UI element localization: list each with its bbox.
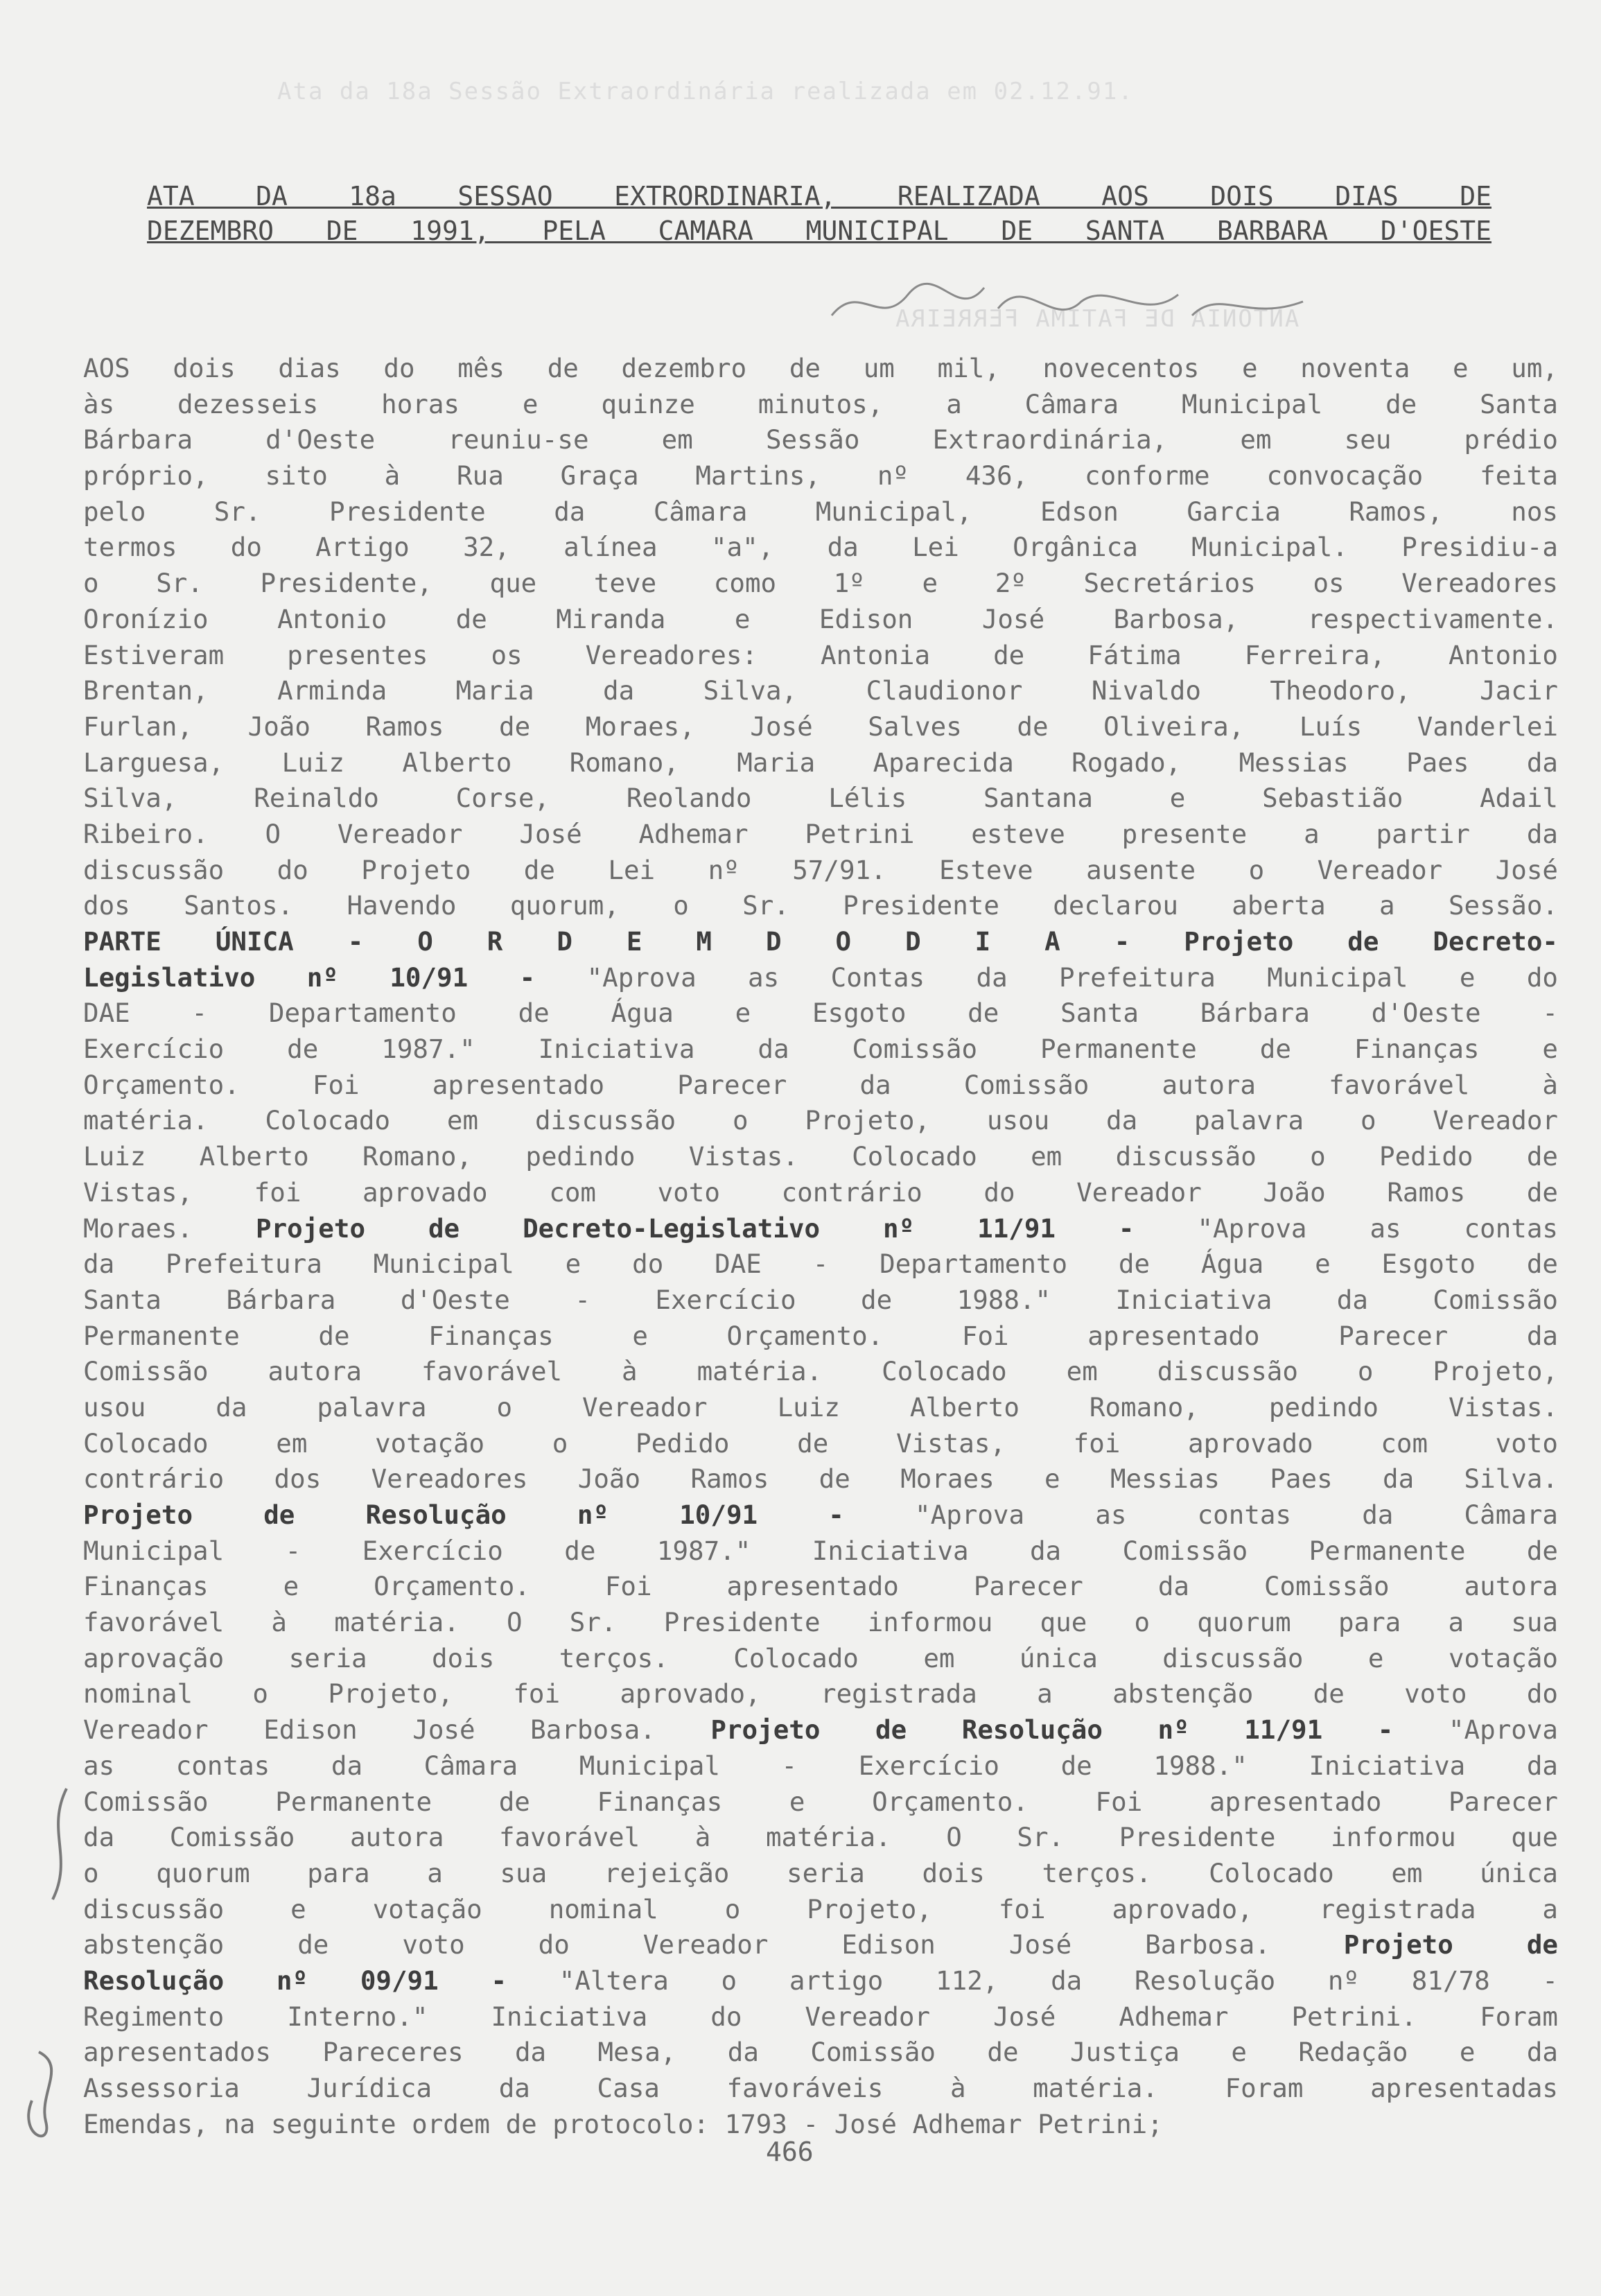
header-line-1: ATA DA 18a SESSAO EXTRORDINARIA, REALIZADA AOS DOIS DIAS DE [147, 181, 1491, 211]
text-line [83, 2035, 1558, 2071]
text-segment: "Aprova as contas da Câmara [915, 1499, 1558, 1530]
header-line-2: DEZEMBRO DE 1991, PELA CAMARA MUNICIPAL DE SANTA BARBARA D'OESTE [147, 216, 1491, 246]
text-segment: aprovação seria dois terços. Colocado em única discussão e votação [83, 1642, 1558, 1673]
text-segment: abstenção de voto do Vereador Edison José Barbosa. [83, 1929, 1344, 1960]
text-segment: Colocado em votação o Pedido de Vistas, foi aprovado com voto [83, 1427, 1558, 1459]
text-segment: discussão do Projeto de Lei nº 57/91. Esteve ausente o Vereador José [83, 854, 1558, 885]
text-line [83, 1820, 1558, 1856]
text-line [83, 709, 1558, 745]
text-segment: da Prefeitura Municipal e do DAE - Departamento de Água e Esgoto de [83, 1249, 1558, 1280]
text-line [83, 960, 1558, 996]
text-line [83, 1641, 1558, 1677]
text-line [83, 1461, 1558, 1497]
text-line [83, 1569, 1558, 1605]
text-segment: Oronízio Antonio de Miranda e Edison José Barbosa, respectivamente. [83, 603, 1558, 634]
text-line [83, 1426, 1558, 1462]
text-segment: Comissão autora favorável à matéria. Colocado em discussão o Projeto, [83, 1356, 1558, 1387]
text-segment: AOS dois dias do mês de dezembro de um mil, novecentos e noventa e um, [83, 353, 1558, 383]
text-segment: contrário dos Vereadores João Ramos de Moraes e Messias Paes da Silva. [83, 1463, 1558, 1495]
text-line [83, 566, 1558, 602]
text-line [83, 1676, 1558, 1712]
text-line [83, 817, 1558, 853]
text-segment: Silva, Reinaldo Corse, Reolando Lélis Santana e Sebastião Adail [83, 783, 1558, 814]
margin-initials [4, 1775, 87, 2163]
text-line [83, 1999, 1558, 2035]
bold-heading-segment: Projeto de Resolução nº 11/91 - [710, 1714, 1449, 1746]
text-line [83, 1032, 1558, 1068]
text-segment: Permanente de Finanças e Orçamento. Foi apresentado Parecer da [83, 1320, 1558, 1351]
text-line [83, 1175, 1558, 1211]
text-segment: Comissão Permanente de Finanças e Orçamento. Foi apresentado Parecer [83, 1786, 1558, 1817]
text-line [83, 1497, 1558, 1533]
text-segment: as contas da Câmara Municipal - Exercício de 1988." Iniciativa da [83, 1750, 1558, 1781]
text-line [83, 1748, 1558, 1784]
text-line [83, 1068, 1558, 1104]
text-line [83, 2107, 1558, 2143]
text-segment: nominal o Projeto, foi aprovado, registrada a abstenção de voto do [83, 1678, 1558, 1710]
text-segment: apresentados Pareceres da Mesa, da Comissão de Justiça e Redação e da [83, 2037, 1558, 2068]
bleed-through-stamp: ANTONIA DE FATIMA FERREIRA [894, 305, 1300, 333]
text-segment: Bárbara d'Oeste reuniu-se em Sessão Extraordinária, em seu prédio [83, 424, 1558, 455]
text-segment: usou da palavra o Vereador Luiz Alberto Romano, pedindo Vistas. [83, 1391, 1558, 1423]
text-line [83, 602, 1558, 638]
text-line [83, 1892, 1558, 1928]
text-segment: Larguesa, Luiz Alberto Romano, Maria Aparecida Rogado, Messias Paes da [83, 747, 1558, 778]
text-segment: próprio, sito à Rua Graça Martins, nº 436, conforme convocação feita [83, 460, 1558, 492]
text-segment: Orçamento. Foi apresentado Parecer da Comissão autora favorável à [83, 1069, 1558, 1100]
text-segment: Moraes. [83, 1212, 256, 1244]
text-line [83, 530, 1558, 566]
text-line [83, 888, 1558, 924]
text-line [83, 1354, 1558, 1390]
text-line [83, 673, 1558, 709]
text-segment: Luiz Alberto Romano, pedindo Vistas. Colocado em discussão o Pedido de [83, 1141, 1558, 1172]
bold-heading-segment: Projeto de Resolução nº 10/91 - [83, 1499, 916, 1530]
text-line [83, 1390, 1558, 1426]
page-number: 466 [766, 2137, 814, 2167]
bold-heading-segment: PARTE ÚNICA - O R D E M D O D I A - Projeto de Decreto- [83, 926, 1558, 957]
text-line [83, 1963, 1558, 1999]
text-line [83, 1533, 1558, 1569]
text-segment: "Aprova as Contas da Prefeitura Municipal e do [586, 962, 1558, 993]
text-segment: Vereador Edison José Barbosa. [83, 1714, 711, 1746]
bold-heading-segment: Projeto de [1343, 1929, 1558, 1960]
text-segment: Municipal - Exercício de 1987." Iniciativa da Comissão Permanente de [83, 1535, 1558, 1566]
text-line [83, 351, 1558, 387]
text-line [83, 458, 1558, 494]
text-line [83, 1282, 1558, 1319]
text-segment: Estiveram presentes os Vereadores: Antonia de Fátima Ferreira, Antonio [83, 639, 1558, 670]
text-line [83, 924, 1558, 960]
text-segment: favorável à matéria. O Sr. Presidente informou que o quorum para a sua [83, 1607, 1558, 1638]
text-segment: Ribeiro. O Vereador José Adhemar Petrini esteve presente a partir da [83, 818, 1558, 849]
bold-heading-segment: Projeto de Decreto-Legislativo nº 11/91 - [256, 1212, 1198, 1244]
text-line [83, 1246, 1558, 1282]
text-line [83, 387, 1558, 423]
text-line [83, 1319, 1558, 1355]
text-line [83, 422, 1558, 458]
text-line [83, 1605, 1558, 1641]
text-line [83, 995, 1558, 1032]
text-segment: pelo Sr. Presidente da Câmara Municipal, Edson Garcia Ramos, nos [83, 496, 1558, 527]
text-line [83, 781, 1558, 817]
bold-heading-segment: Resolução nº 09/91 - [83, 1965, 559, 1996]
text-line [83, 1784, 1558, 1820]
text-segment: "Aprova as contas [1197, 1212, 1558, 1244]
document-header [147, 179, 1491, 248]
text-segment: matéria. Colocado em discussão o Projeto, usou da palavra o Vereador [83, 1105, 1558, 1136]
text-segment: Brentan, Arminda Maria da Silva, Claudionor Nivaldo Theodoro, Jacir [83, 675, 1558, 706]
minutes-body [83, 351, 1558, 2142]
text-segment: discussão e votação nominal o Projeto, foi aprovado, registrada a [83, 1893, 1558, 1924]
text-line [83, 1211, 1558, 1247]
text-segment: o quorum para a sua rejeição seria dois terços. Colocado em única [83, 1857, 1558, 1888]
bleed-through-top: Ata da 18a Sessão Extraordinária realizada em 02.12.91. [277, 78, 1134, 105]
text-segment: Vistas, foi aprovado com voto contrário do Vereador João Ramos de [83, 1176, 1558, 1208]
text-line [83, 1103, 1558, 1139]
text-line [83, 1856, 1558, 1892]
text-segment: Regimento Interno." Iniciativa do Vereador José Adhemar Petrini. Foram [83, 2001, 1558, 2032]
text-segment: Exercício de 1987." Iniciativa da Comissão Permanente de Finanças e [83, 1034, 1558, 1065]
text-segment: Emendas, na seguinte ordem de protocolo: 1793 - José Adhemar Petrini; [83, 2108, 1163, 2139]
text-segment: "Aprova [1448, 1714, 1558, 1746]
text-segment: Finanças e Orçamento. Foi apresentado Parecer da Comissão autora [83, 1571, 1558, 1602]
text-line [83, 853, 1558, 889]
text-segment: DAE - Departamento de Água e Esgoto de Santa Bárbara d'Oeste - [83, 998, 1558, 1029]
text-line [83, 1712, 1558, 1748]
text-line [83, 745, 1558, 781]
text-segment: da Comissão autora favorável à matéria. O Sr. Presidente informou que [83, 1822, 1558, 1853]
text-line [83, 2071, 1558, 2107]
text-segment: dos Santos. Havendo quorum, o Sr. Presidente declarou aberta a Sessão. [83, 890, 1558, 921]
text-line [83, 1927, 1558, 1963]
text-segment: Santa Bárbara d'Oeste - Exercício de 1988." Iniciativa da Comissão [83, 1284, 1558, 1315]
text-segment: Furlan, João Ramos de Moraes, José Salves de Oliveira, Luís Vanderlei [83, 711, 1558, 742]
text-segment: "Altera o artigo 112, da Resolução nº 81/78 - [559, 1965, 1558, 1996]
text-segment: Assessoria Jurídica da Casa favoráveis à matéria. Foram apresentadas [83, 2073, 1558, 2103]
text-segment: às dezesseis horas e quinze minutos, a Câmara Municipal de Santa [83, 388, 1558, 419]
text-segment: o Sr. Presidente, que teve como 1º e 2º Secretários os Vereadores [83, 568, 1558, 599]
bold-heading-segment: Legislativo nº 10/91 - [83, 962, 587, 993]
text-segment: termos do Artigo 32, alínea "a", da Lei Orgânica Municipal. Presidiu-a [83, 532, 1558, 563]
text-line [83, 494, 1558, 530]
text-line [83, 1139, 1558, 1175]
text-line [83, 638, 1558, 674]
signature-scribble [818, 267, 1386, 343]
